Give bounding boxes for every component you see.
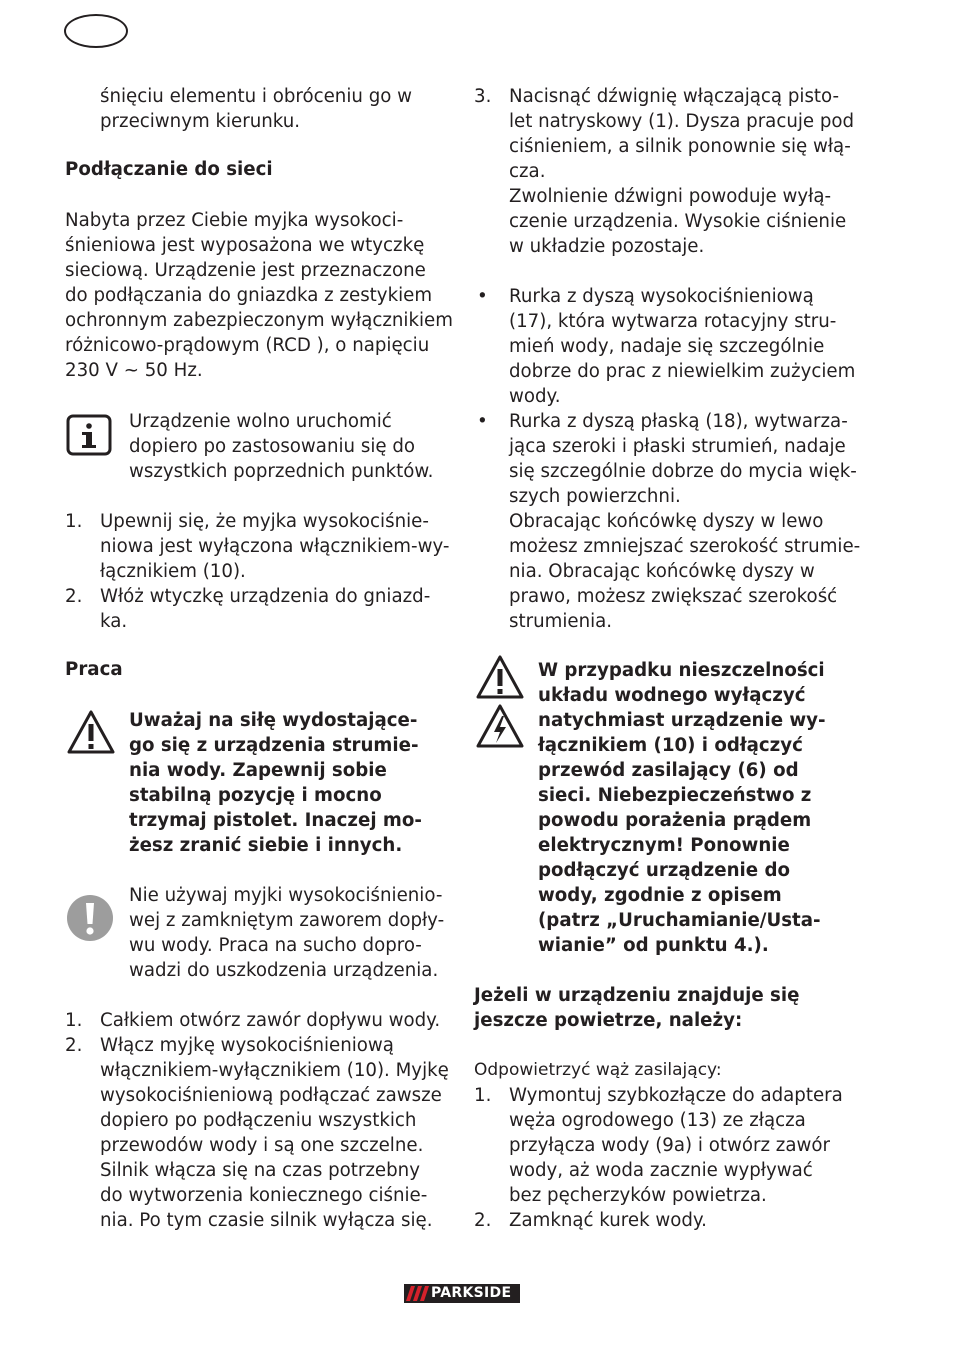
- warning-line: trzymaj pistolet. Inaczej mo-: [129, 810, 422, 831]
- step-line: włącznikiem-wyłącznikiem (10). Myjkę: [100, 1060, 449, 1081]
- subheading: Odpowietrzyć wąż zasilający:: [474, 1060, 722, 1080]
- paragraph-line: do podłączania do gniazdka z zestykiem: [65, 285, 433, 306]
- section-heading-network: Podłączanie do sieci: [65, 159, 273, 180]
- step-line: do wytworzenia koniecznego ciśnie-: [100, 1185, 428, 1206]
- paragraph-line: Nabyta przez Ciebie myjka wysokoci-: [65, 210, 404, 231]
- bullet-line: nia. Obracając końcówkę dyszy w: [509, 561, 815, 582]
- info-icon: [66, 414, 112, 456]
- bullet-line: Rurka z dyszą wysokociśnieniową: [509, 286, 814, 307]
- step-line: wysokociśnieniową podłączać zawsze: [100, 1085, 442, 1106]
- bullet-line: Obracając końcówkę dyszy w lewo: [509, 511, 824, 532]
- bullet-line: wody.: [509, 386, 561, 407]
- warning-line: układu wodnego wyłączyć: [538, 685, 806, 706]
- paragraph-line: sieciową. Urządzenie jest przeznaczone: [65, 260, 426, 281]
- bullet-line: prawo, możesz zwiększać szerokość: [509, 586, 838, 607]
- warning-line: żesz zranić siebie i innych.: [129, 835, 403, 856]
- bullet-line: dobrze do prac z niewielkim zużyciem: [509, 361, 856, 382]
- step-line: Upewnij się, że myjka wysokociśnie-: [100, 511, 429, 532]
- intro-line: przeciwnym kierunku.: [100, 111, 301, 132]
- warning-line: przewód zasilający (6) od: [538, 760, 799, 781]
- warning-line: natychmiast urządzenie wy-: [538, 710, 826, 731]
- step-number: 1.: [65, 511, 83, 532]
- warning-line: elektrycznym! Ponownie: [538, 835, 790, 856]
- step-number: 2.: [65, 1035, 83, 1056]
- step-line: Włącz myjkę wysokociśnieniową: [100, 1035, 394, 1056]
- step-line: w układzie pozostaje.: [509, 236, 705, 257]
- info-note-line: wszystkich poprzednich punktów.: [129, 461, 434, 482]
- step-line: nia. Po tym czasie silnik wyłącza się.: [100, 1210, 433, 1231]
- step-line: let natryskowy (1). Dysza pracuje pod: [509, 111, 855, 132]
- step-line: przewodów wody i są one szczelne.: [100, 1135, 424, 1156]
- logo-stripes-icon: [406, 1286, 430, 1301]
- caution-line: wu wody. Praca na sucho dopro-: [129, 935, 422, 956]
- step-line: ciśnieniem, a silnik ponownie się włą-: [509, 136, 851, 157]
- air-heading-line: jeszcze powietrze, należy:: [474, 1010, 743, 1031]
- bullet-line: szych powierzchni.: [509, 486, 681, 507]
- language-badge: [64, 14, 128, 48]
- step-number: 1.: [65, 1010, 83, 1031]
- info-note-line: Urządzenie wolno uruchomić: [129, 411, 392, 432]
- step-line: węża ogrodowego (13) ze złącza: [509, 1110, 806, 1131]
- warning-line: Uważaj na siłę wydostające-: [129, 710, 418, 731]
- warning-line: podłączyć urządzenie do: [538, 860, 790, 881]
- air-heading-line: Jeżeli w urządzeniu znajduje się: [474, 985, 800, 1006]
- bullet-line: możesz zmniejszać szerokość strumie-: [509, 536, 861, 557]
- step-line: Wymontuj szybkozłącze do adaptera: [509, 1085, 843, 1106]
- step-line: Zamknąć kurek wody.: [509, 1210, 707, 1231]
- warning-triangle-icon: [475, 654, 525, 700]
- step-number: 2.: [65, 586, 83, 607]
- bullet-line: mień wody, nadaje się szczególnie: [509, 336, 825, 357]
- bullet-line: jąca szeroki i płaski strumień, nadaje: [509, 436, 846, 457]
- paragraph-line: ochronnym zabezpieczonym wyłącznikiem: [65, 310, 453, 331]
- step-number: 3.: [474, 86, 492, 107]
- warning-line: wianie” od punktu 4.).: [538, 935, 769, 956]
- step-line: przyłącza wody (9a) i otwórz zawór: [509, 1135, 830, 1156]
- info-note-line: dopiero po zastosowaniu się do: [129, 436, 416, 457]
- paragraph-line: różnicowo-prądowym (RCD ), o napięciu: [65, 335, 430, 356]
- warning-line: go się z urządzenia strumie-: [129, 735, 419, 756]
- step-line: Silnik włącza się na czas potrzebny: [100, 1160, 420, 1181]
- step-line: ka.: [100, 611, 128, 632]
- warning-triangle-icon: [66, 709, 116, 755]
- warning-line: (patrz „Uruchamianie/Usta-: [538, 910, 821, 931]
- step-line: niowa jest wyłączona włącznikiem-wy-: [100, 536, 450, 557]
- step-line: Nacisnąć dźwignię włączającą pisto-: [509, 86, 840, 107]
- step-line: Zwolnienie dźwigni powoduje wyłą-: [509, 186, 832, 207]
- step-number: 1.: [474, 1085, 492, 1106]
- paragraph-line: 230 V ~ 50 Hz.: [65, 360, 203, 381]
- intro-line: śnięciu elementu i obróceniu go w: [100, 86, 413, 107]
- step-number: 2.: [474, 1210, 492, 1231]
- step-line: łącznikiem (10).: [100, 561, 246, 582]
- exclamation-circle-icon: [66, 894, 114, 942]
- parkside-logo: [404, 1284, 520, 1303]
- warning-line: łącznikiem (10) i odłączyć: [538, 735, 803, 756]
- step-line: dopiero po podłączeniu wszystkich: [100, 1110, 417, 1131]
- step-line: wody, aż woda zacznie wypływać: [509, 1160, 813, 1181]
- warning-line: nia wody. Zapewnij sobie: [129, 760, 387, 781]
- bullet-mark: •: [477, 286, 488, 307]
- brand-name: PARKSIDE: [431, 1285, 512, 1301]
- step-line: Włóż wtyczkę urządzenia do gniazd-: [100, 586, 431, 607]
- caution-line: wej z zamkniętym zaworem dopły-: [129, 910, 445, 931]
- bullet-line: (17), która wytwarza rotacyjny stru-: [509, 311, 837, 332]
- warning-line: powodu porażenia prądem: [538, 810, 812, 831]
- caution-line: wadzi do uszkodzenia urządzenia.: [129, 960, 439, 981]
- bullet-line: Rurka z dyszą płaską (18), wytwarza-: [509, 411, 848, 432]
- bullet-mark: •: [477, 411, 488, 432]
- step-line: bez pęcherzyków powietrza.: [509, 1185, 767, 1206]
- warning-line: wody, zgodnie z opisem: [538, 885, 782, 906]
- bullet-line: strumienia.: [509, 611, 613, 632]
- section-heading-work: Praca: [65, 659, 123, 680]
- step-line: Całkiem otwórz zawór dopływu wody.: [100, 1010, 441, 1031]
- paragraph-line: śnieniowa jest wyposażona we wtyczkę: [65, 235, 425, 256]
- electric-shock-icon: [475, 703, 525, 749]
- step-line: cza.: [509, 161, 546, 182]
- caution-line: Nie używaj myjki wysokociśnienio-: [129, 885, 443, 906]
- warning-line: W przypadku nieszczelności: [538, 660, 825, 681]
- step-line: czenie urządzenia. Wysokie ciśnienie: [509, 211, 847, 232]
- warning-line: stabilną pozycję i mocno: [129, 785, 382, 806]
- warning-line: sieci. Niebezpieczeństwo z: [538, 785, 812, 806]
- bullet-line: się szczególnie dobrze do mycia więk-: [509, 461, 857, 482]
